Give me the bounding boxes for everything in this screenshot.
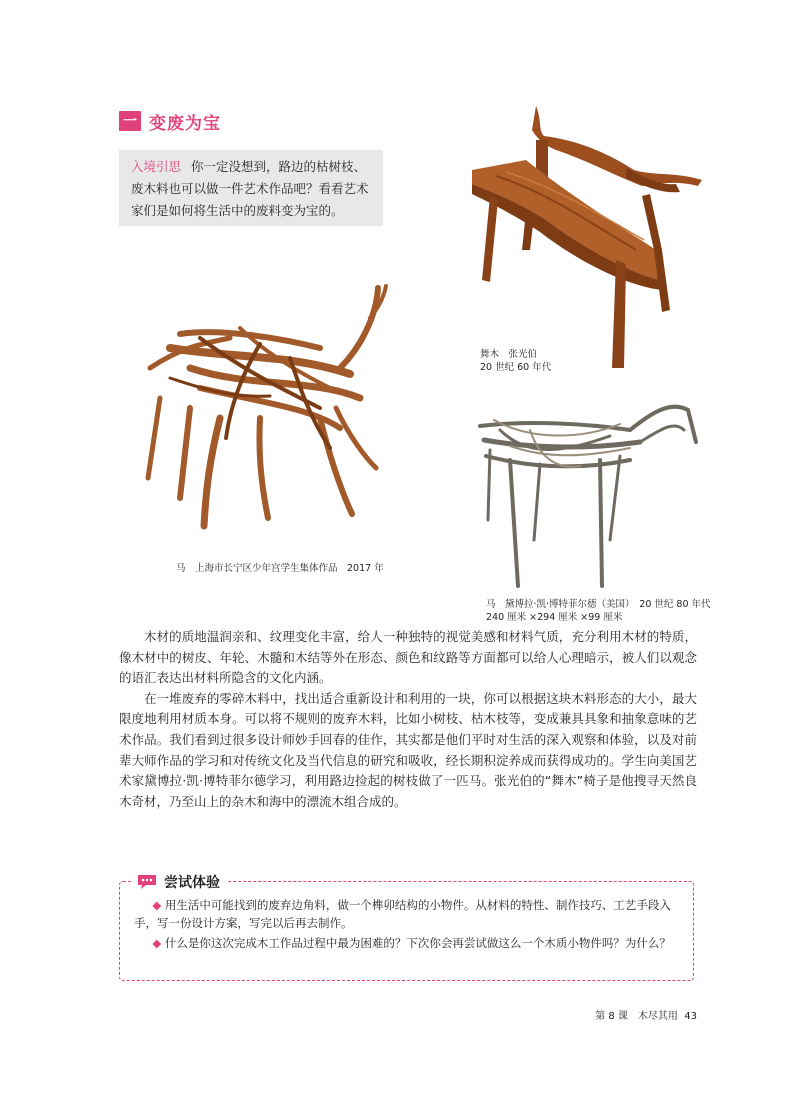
try-item: ◆ 用生活中可能找到的废弃边角料，做一个榫卯结构的小物件。从材料的特性、制作技巧、工艺手段入手，写一份设计方案，写完以后再去制作。 [134, 898, 671, 930]
lesson-title: 第 8 课 木尽其用 [595, 1011, 678, 1022]
page-number: 43 [684, 1011, 697, 1022]
body-paragraph: 在一堆废弃的零碎木料中，找出适合重新设计和利用的一块，你可以根据这块木料形态的大小，最大限度地利用材质本身。可以将不规则的废弃木料，比如小树枝、枯木枝等，变成兼具具象和抽象意味的艺术作品。我们看到过很多设计师妙手回春的佳作，其实都是他们平时对生活的深入观察和体验，以及对前辈大师作品的学习和对传统文化及当代信息的研究和吸收，经长期积淀养成而获得成功的。学生向美国艺术家黛博拉·凯·博特菲尔德学习，利用路边捡起的树枝做了一匹马。张光伯的“舞木”椅子是他搜寻天然良木奇材，乃至山上的杂木和海中的漂流木组合成的。 [119, 690, 697, 809]
try-item: ◆ 什么是你这次完成木工作品过程中最为困难的？下次你会再尝试做这么一个木质小物件吗？为什么？ [152, 936, 671, 950]
section-title: 变废为宝 [149, 113, 221, 134]
bench-caption-title: 舞木 张光伯 [480, 349, 538, 360]
horse-deborah-caption-title: 马 黛博拉·凯·博特菲尔德（美国） 20 世纪 80 年代 [486, 599, 711, 610]
speech-bubble-icon [136, 873, 158, 891]
intro-label: 入境引思 [131, 159, 182, 174]
body-paragraph: 木材的质地温润亲和、纹理变化丰富，给人一种独特的视觉美感和材料气质，充分利用木材的特质，像木材中的树皮、年轮、木髓和木结等外在形态、颜色和纹路等方面都可以给人心理暗示，被人们以观念的语汇表达出材料所隐含的文化内涵。 [119, 629, 697, 686]
horse-deborah-caption [486, 598, 711, 624]
body-text [119, 627, 697, 812]
section-number: 一 [119, 111, 141, 131]
horse-deborah-caption-size: 240 厘米 ×294 厘米 ×99 厘米 [486, 612, 623, 623]
bench-caption [480, 348, 551, 374]
bench-image [466, 100, 706, 372]
page-footer [595, 1007, 697, 1022]
bench-caption-date: 20 世纪 60 年代 [480, 362, 552, 373]
bullet-icon: ◆ [152, 898, 162, 912]
horse-kids-image [140, 278, 400, 540]
try-box-items [134, 896, 684, 954]
intro-text: 你一定没想到，路边的枯树枝、废木料也可以做一件艺术作品吧？看看艺术家们是如何将生活中的废料变为宝的。 [131, 159, 369, 218]
horse-deborah-image [470, 390, 700, 590]
section-heading [119, 110, 221, 132]
try-box-heading [132, 872, 228, 892]
horse-kids-caption: 马 上海市长宁区少年宫学生集体作品 2017 年 [176, 563, 384, 574]
try-box-title: 尝试体验 [164, 875, 220, 891]
intro-box [119, 150, 383, 226]
bullet-icon: ◆ [152, 936, 162, 950]
